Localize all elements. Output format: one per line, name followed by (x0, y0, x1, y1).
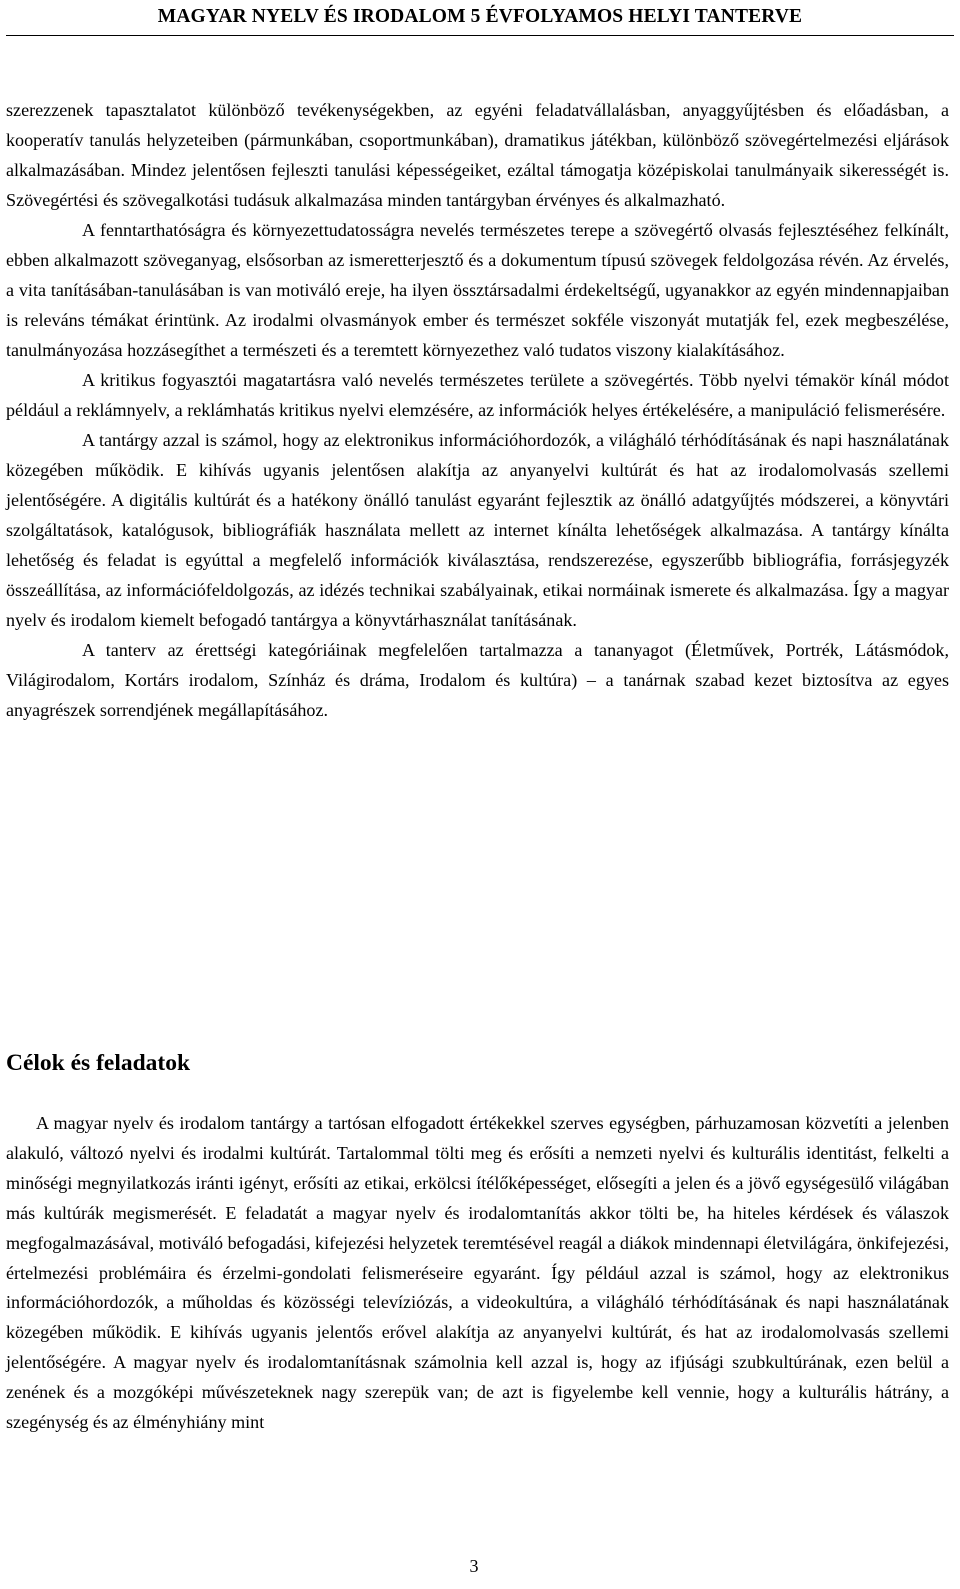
paragraph: A magyar nyelv és irodalom tantárgy a tartósan elfogadott értékekkel szerves egységben, párhuzamosan közvetíti a jelenben alakuló, változó nyelvi és irodalmi kultúrát. Tartalommal tölti meg és erősíti a nemzeti nyelvi és kulturális identitást, felkelti a minőségi megnyilatkozás iránti igényt, erősíti az etikai, erkölcsi ítélőképességet, elősegíti a jelen és a jövő egységesülő világában más kultúrák megismerését. E feladatát a magyar nyelv és irodalomtanítás akkor tölti be, ha hiteles kérdések és válaszok megfogalmazásával, motiváló befogadási, kifejezési helyzetek teremtésével reagál a diákok mindennapi életvilágára, önkifejezési, értelmezési problémáira és érzelmi-gondolati felismeréseire egyaránt. Így például azzal is számol, hogy az elektronikus információhordozók, a műholdas és közösségi televíziózás, a videokultúra, a világháló térhódításának és napi használatának közegében működik. E kihívás ugyanis jelentős erővel alakítja az anyanyelvi kultúrát, és hat az irodalomolvasás szellemi jelentőségére. A magyar nyelv és irodalomtanításnak számolnia kell azzal is, hogy az ifjúsági szubkultúrának, ezen belül a zenének és a mozgóképi művészeteknek nagy szerepük van; de azt is figyelembe kell vennie, hogy a kulturális hátrány, a szegénység és az élményhiány mint (6, 1113, 949, 1433)
section-heading: Célok és feladatok (6, 1050, 191, 1076)
paragraph: A tanterv az érettségi kategóriáinak megfelelően tartalmazza a tananyagot (Életművek, Portrék, Látásmódok, Világirodalom, Kortárs irodalom, Színház és dráma, Irodalom és kultúra) – a tanárnak szabad kezet biztosítva az egyes anyagrészek sorrendjének megállapításához. (6, 640, 949, 720)
running-header: MAGYAR NYELV ÉS IRODALOM 5 ÉVFOLYAMOS HELYI TANTERVE (6, 6, 954, 36)
paragraph: A tantárgy azzal is számol, hogy az elektronikus információhordozók, a világháló térhódításának és napi használatának közegében működik. E kihívás ugyanis jelentősen alakítja az anyanyelvi kultúrát és hat az irodalomolvasás szellemi jelentőségére. A digitális kultúrát és a hatékony önálló tanulást egyaránt fejlesztik az önálló adatgyűjtés módszerei, a könyvtári szolgáltatások, katalógusok, bibliográfiák használata mellett az internet kínálta lehetőségek alkalmazása. A tantárgy kínálta lehetőség és feladat is egyúttal a megfelelő információk kiválasztása, rendszerezése, egyszerűbb bibliográfia, forrásjegyzék összeállítása, az információfeldolgozás, az idézés technikai szabályainak, etikai normáinak ismerete és alkalmazása. Így a magyar nyelv és irodalom kiemelt befogadó tantárgya a könyvtárhasználat tanításának. (6, 430, 949, 630)
section-body (6, 1109, 949, 1438)
page-number: 3 (469, 1556, 479, 1576)
paragraph: A kritikus fogyasztói magatartásra való nevelés természetes területe a szövegértés. Több nyelvi témakör kínál módot például a reklámnyelv, a reklámhatás kritikus nyelvi elemzésére, az információk helyes értékelésére, a manipuláció felismerésére. (6, 370, 949, 420)
paragraph: A fenntarthatóságra és környezettudatosságra nevelés természetes terepe a szövegértő olvasás fejlesztéséhez felkínált, ebben alkalmazott szöveganyag, elsősorban az ismeretterjesztő és a dokumentum típusú szövegek feldolgozása révén. Az érvelés, a vita tanításában-tanulásában is van motiváló ereje, ha ilyen össztársadalmi érdekeltségű, ugyanakkor az egyén mindennapjaiban is releváns témákat érintünk. Az irodalmi olvasmányok ember és természet sokféle viszonyát mutatják fel, ezek megbeszélése, tanulmányozása hozzásegíthet a természeti és a teremtett környezethez való tudatos viszony kialakításához. (6, 220, 949, 360)
body-text (6, 95, 949, 725)
paragraph: szerezzenek tapasztalatot különböző tevékenységekben, az egyéni feladatvállalásban, anyaggyűjtésben és előadásban, a kooperatív tanulás helyzeteiben (pármunkában, csoportmunkában), dramatikus játékban, különböző szövegértelmezési eljárások alkalmazásában. Mindez jelentősen fejleszti tanulási képességeiket, ezáltal támogatja középiskolai tanulmányaik sikerességét is. Szövegértési és szövegalkotási tudásuk alkalmazása minden tantárgyban érvényes és alkalmazható. (6, 100, 949, 210)
